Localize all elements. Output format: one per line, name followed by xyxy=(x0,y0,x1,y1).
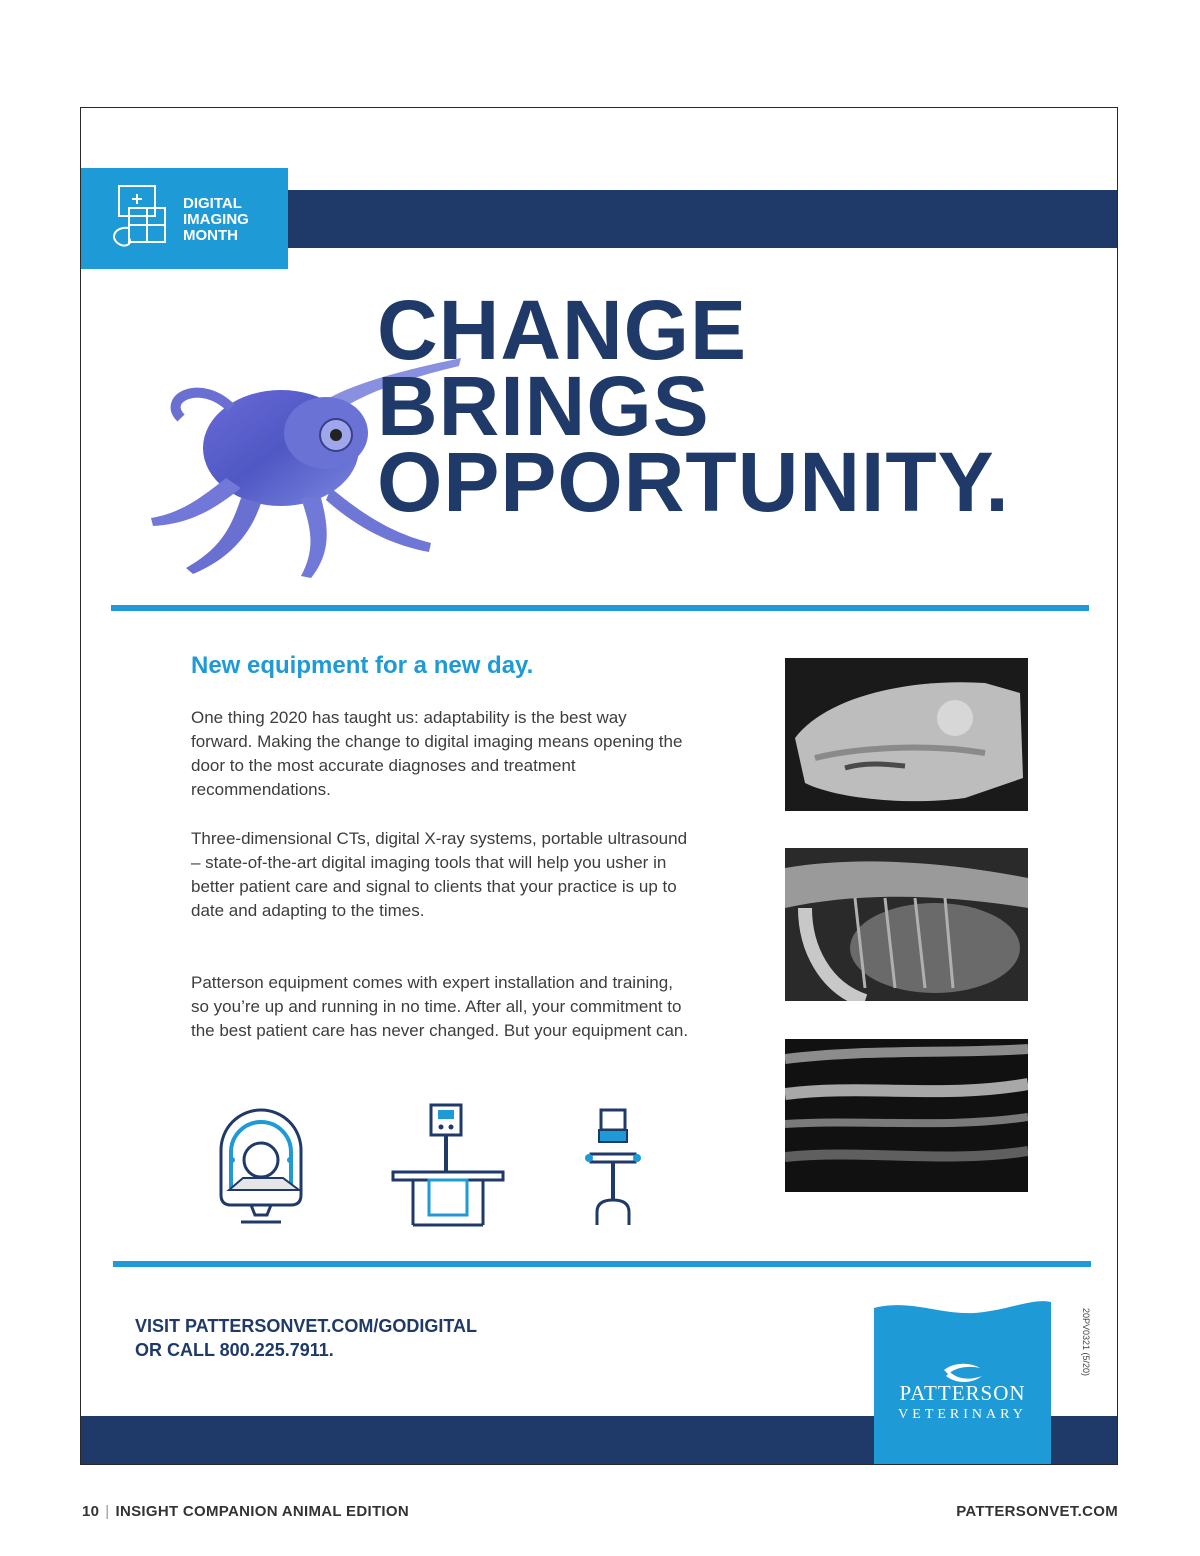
xray-table-icon xyxy=(391,1100,506,1230)
article-paragraph: Patterson equipment comes with expert installation and training, so you’re up and running in no time. After all, your commitment to the best patient care has never changed. But your equipment can. xyxy=(191,973,689,1040)
article-paragraph: Three-dimensional CTs, digital X-ray systems, portable ultrasound – state-of-the-art digital imaging tools that will help you usher in better patient care and signal to clients that your practice is up to date and adapting to the times. xyxy=(191,829,688,920)
article-subhead: New equipment for a new day. xyxy=(191,652,534,679)
footer-website[interactable]: PATTERSONVET.COM xyxy=(956,1503,1118,1520)
top-navy-bar xyxy=(281,190,1118,248)
bottom-divider xyxy=(113,1261,1091,1267)
call-to-action xyxy=(135,1314,477,1362)
digital-imaging-month-badge xyxy=(81,168,288,269)
frame-tablet-icon xyxy=(107,182,171,254)
headline xyxy=(377,283,1010,529)
cta-phone: OR CALL 800.225.7911. xyxy=(135,1340,334,1360)
headline-line: BRINGS xyxy=(377,359,710,453)
badge-line: DIGITAL xyxy=(183,195,242,212)
footer-separator: | xyxy=(105,1503,110,1520)
headline-line: OPPORTUNITY. xyxy=(377,435,1010,529)
footer-publication xyxy=(82,1503,409,1520)
badge-line: MONTH xyxy=(183,227,238,244)
ct-skull-image xyxy=(785,658,1028,811)
ultrasound-cart-icon xyxy=(583,1100,643,1230)
advertisement-frame xyxy=(80,107,1118,1465)
logo-name: PATTERSON xyxy=(899,1381,1026,1405)
ultrasound-image xyxy=(785,1039,1028,1192)
publication-name: INSIGHT COMPANION ANIMAL EDITION xyxy=(115,1503,409,1520)
ad-code-text: 20PV0321 (5/20) xyxy=(1081,1308,1091,1377)
page-number: 10 xyxy=(82,1503,100,1520)
logo-subtitle: VETERINARY xyxy=(898,1407,1027,1422)
top-divider xyxy=(111,605,1089,611)
badge-label xyxy=(183,196,249,244)
article-paragraph: One thing 2020 has taught us: adaptability is the best way forward. Making the change to digital imaging means opening the door to the most accurate diagnoses and treatment recommendations. xyxy=(191,708,683,799)
cta-visit-link[interactable]: VISIT PATTERSONVET.COM/GODIGITAL xyxy=(135,1316,478,1336)
xray-thorax-image xyxy=(785,848,1028,1001)
patterson-veterinary-logo xyxy=(874,1298,1051,1465)
ct-scanner-icon xyxy=(211,1100,311,1230)
badge-line: IMAGING xyxy=(183,211,249,228)
headline-line: CHANGE xyxy=(377,283,748,377)
